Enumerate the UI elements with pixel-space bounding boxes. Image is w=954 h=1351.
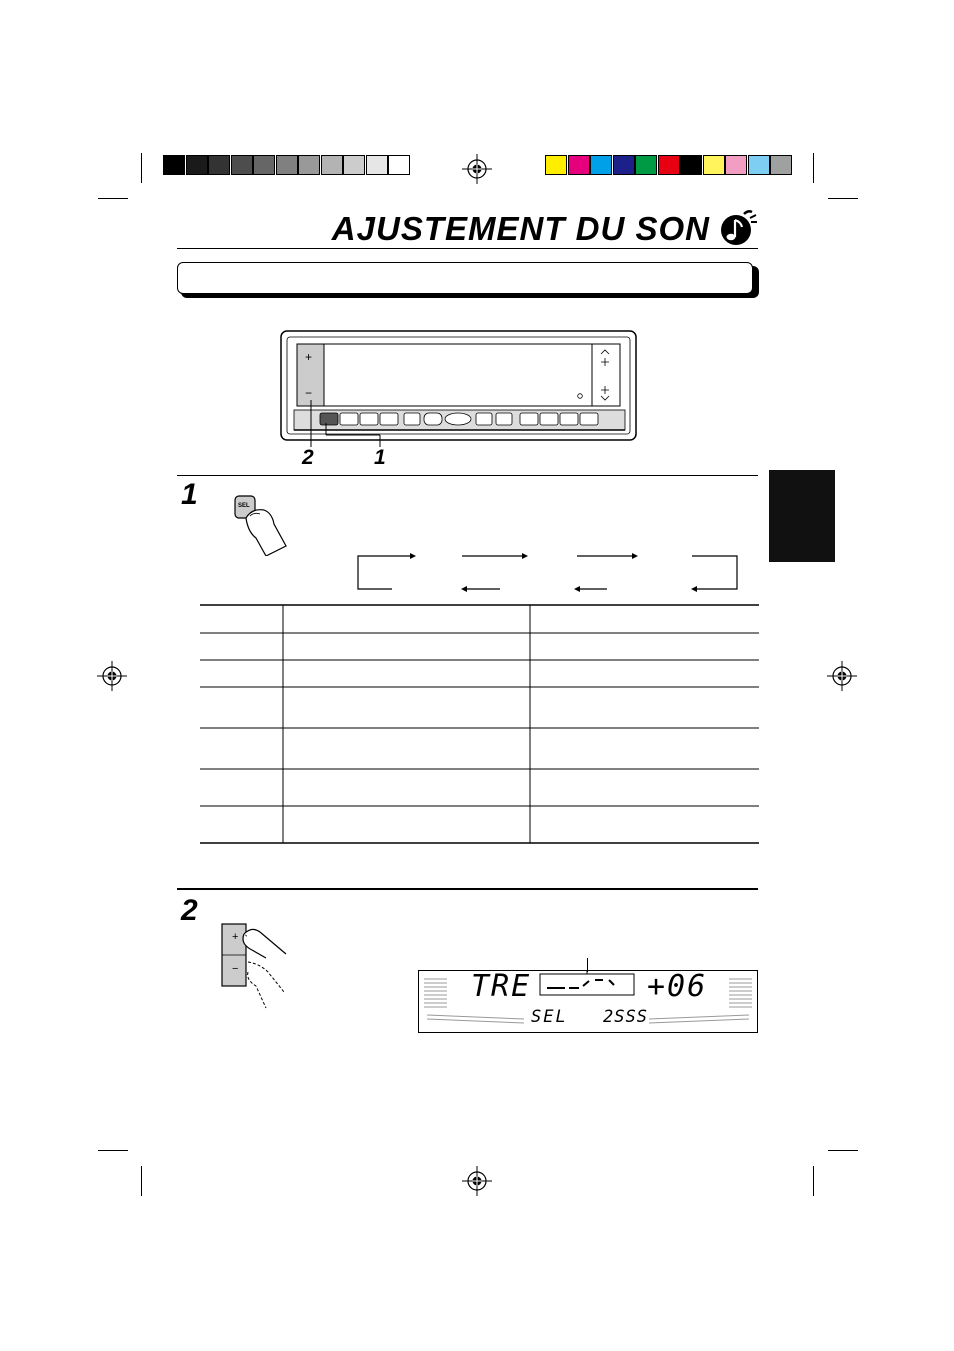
sel-button-label: SEL [238,503,250,509]
section-banner [177,262,759,298]
panel-minus-label: − [305,386,313,400]
color-swatch [366,155,388,175]
lcd-leader-line [587,958,588,972]
crosshair-icon [462,154,492,184]
lcd-mode: TRE [471,969,532,1004]
cycle-arrows [352,545,744,597]
color-swatch [231,155,253,175]
lcd-display [418,970,758,1033]
color-swatch [613,155,635,175]
language-tab [769,470,835,562]
step2-minus-label: − [232,963,239,975]
callout-1: 1 [374,446,386,469]
color-swatch [770,155,792,175]
color-swatch [253,155,275,175]
step2-plus-label: + [232,931,239,943]
music-note-icon [716,208,758,248]
color-swatch [725,155,747,175]
step2-number: 2 [181,894,198,927]
finger-press-plus-minus-icon [218,920,294,1014]
color-swatch [298,155,320,175]
color-swatch [703,155,725,175]
color-swatch [208,155,230,175]
color-swatch [680,155,702,175]
step1-number: 1 [181,478,198,511]
step2-rule [177,888,758,890]
color-swatch [748,155,770,175]
lcd-bottom-right: 2SSS [603,1007,648,1027]
crosshair-icon [827,661,857,691]
crosshair-icon [97,661,127,691]
title-rule [177,248,758,249]
settings-table [200,604,760,846]
color-swatch [545,155,567,175]
step1-rule [177,475,758,476]
color-swatch [635,155,657,175]
color-swatch [590,155,612,175]
panel-plus-label: + [305,350,313,364]
color-swatch [321,155,343,175]
color-swatch [388,155,410,175]
color-swatch [276,155,298,175]
color-swatch [163,155,185,175]
color-swatch [343,155,365,175]
lcd-value: +06 [647,969,708,1004]
lcd-bottom-left: SEL [531,1007,568,1027]
color-swatch [568,155,590,175]
finger-press-sel-icon [228,492,290,556]
color-swatch [658,155,680,175]
crosshair-icon [462,1166,492,1196]
page-title: AJUSTEMENT DU SON [331,210,710,247]
color-swatch [186,155,208,175]
callout-2: 2 [302,446,314,469]
